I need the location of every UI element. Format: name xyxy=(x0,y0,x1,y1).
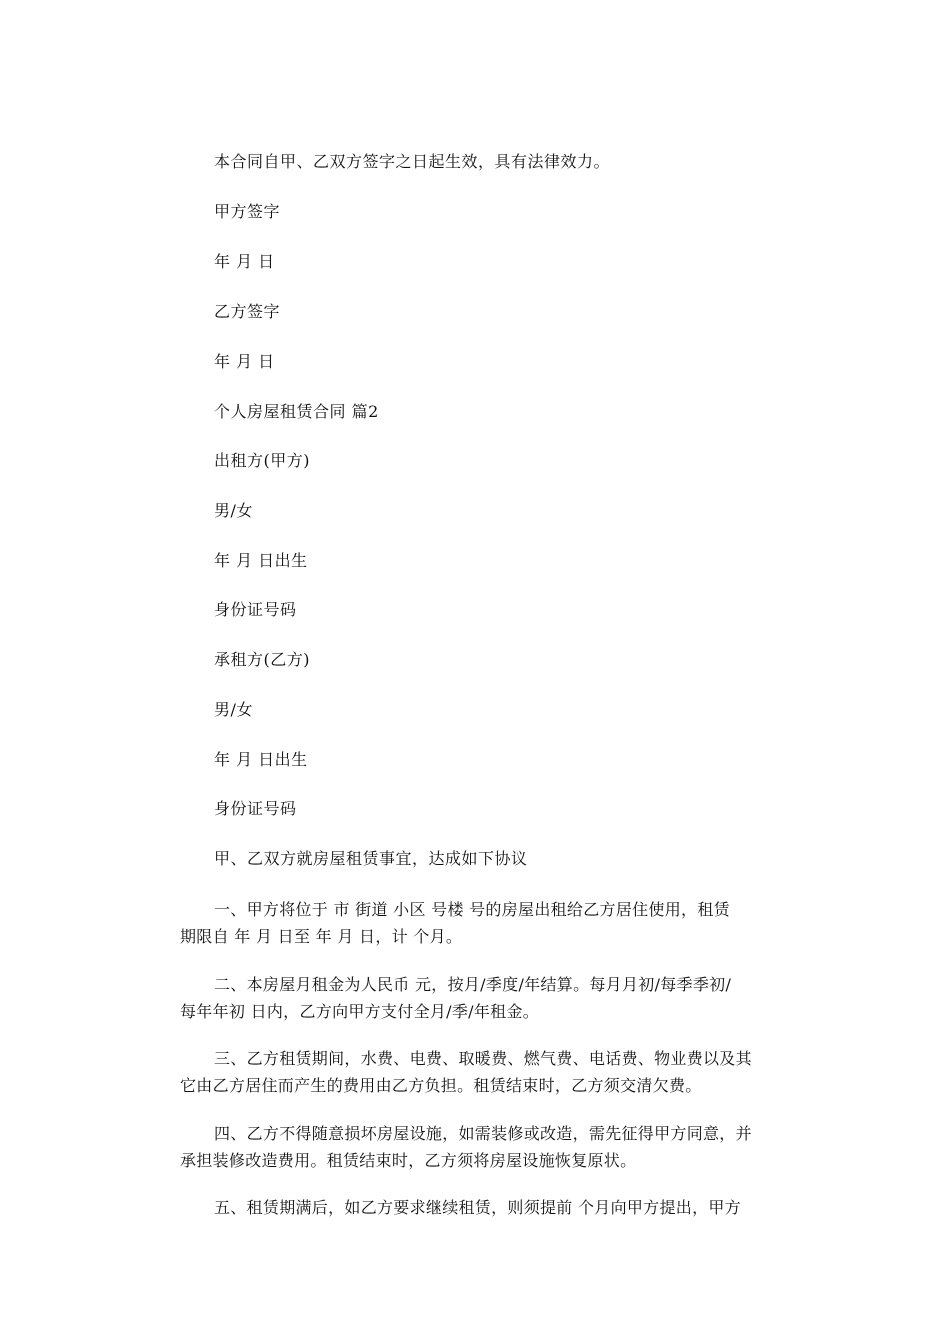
party-a-signature: 甲方签字 xyxy=(214,202,281,221)
lessor-birthdate: 年 月 日出生 xyxy=(214,551,308,570)
contract-title: 个人房屋租赁合同 篇2 xyxy=(214,402,379,421)
lessor-label: 出租方(甲方) xyxy=(214,451,310,470)
clause-2-line-1: 二、本房屋月租金为人民币 元，按月/季度/年结算。每月月初/每季季初/ xyxy=(214,975,732,994)
clause-2-line-2: 每年年初 日内，乙方向甲方支付全月/季/年租金。 xyxy=(180,1002,540,1021)
agreement-intro: 甲、乙双方就房屋租赁事宜，达成如下协议 xyxy=(214,849,528,868)
clause-1-line-1: 一、甲方将位于 市 街道 小区 号楼 号的房屋出租给乙方居住使用，租赁 xyxy=(214,900,730,919)
clause-1-line-2: 期限自 年 月 日至 年 月 日，计 个月。 xyxy=(180,927,463,946)
clause-5-line-1: 五、租赁期满后，如乙方要求继续租赁，则须提前 个月向甲方提出，甲方 xyxy=(214,1198,741,1217)
lessee-gender: 男/女 xyxy=(214,700,253,719)
lessee-id-number: 身份证号码 xyxy=(214,799,297,818)
lessor-gender: 男/女 xyxy=(214,501,253,520)
clause-4-line-1: 四、乙方不得随意损坏房屋设施，如需装修或改造，需先征得甲方同意，并 xyxy=(214,1124,752,1143)
party-b-date: 年 月 日 xyxy=(214,352,275,371)
clause-3 xyxy=(180,1045,770,1099)
lessee-label: 承租方(乙方) xyxy=(214,650,310,669)
lessee-birthdate: 年 月 日出生 xyxy=(214,750,308,769)
party-b-signature: 乙方签字 xyxy=(214,302,281,321)
lessor-id-number: 身份证号码 xyxy=(214,600,297,619)
clause-4 xyxy=(180,1120,770,1174)
clause-4-line-2: 承担装修改造费用。租赁结束时，乙方须将房屋设施恢复原状。 xyxy=(180,1151,637,1170)
clause-5 xyxy=(180,1194,770,1221)
clause-1 xyxy=(180,896,770,950)
effective-clause: 本合同自甲、乙双方签字之日起生效，具有法律效力。 xyxy=(214,152,611,171)
party-a-date: 年 月 日 xyxy=(214,252,275,271)
clause-3-line-2: 它由乙方居住而产生的费用由乙方负担。租赁结束时，乙方须交清欠费。 xyxy=(180,1076,702,1095)
clause-2 xyxy=(180,971,770,1025)
clause-3-line-1: 三、乙方租赁期间，水费、电费、取暖费、燃气费、电话费、物业费以及其 xyxy=(214,1049,752,1068)
